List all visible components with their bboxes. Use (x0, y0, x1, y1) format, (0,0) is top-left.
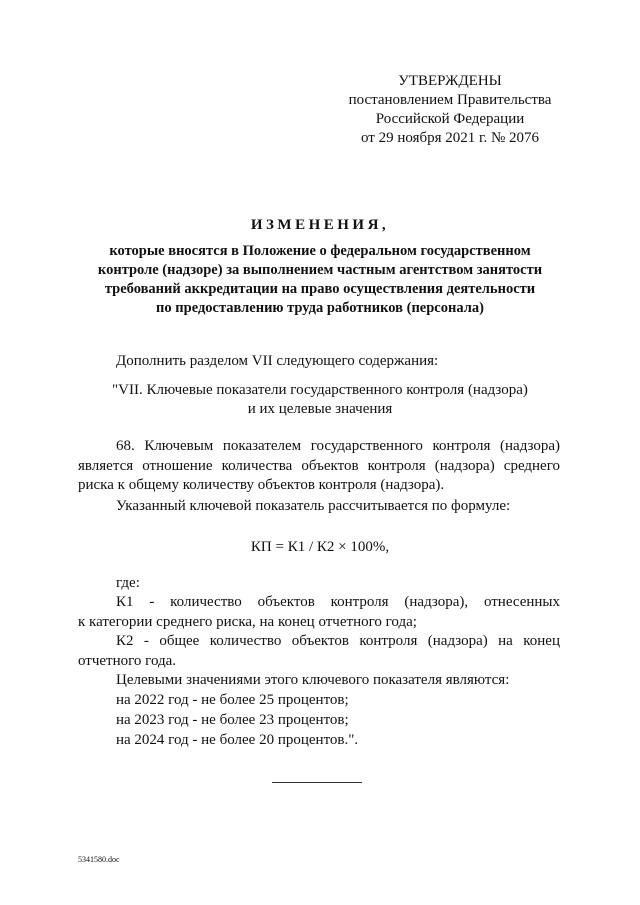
subtitle-line: которые вносятся в Положение о федеральном государственном (109, 243, 531, 259)
document-subtitle (70, 242, 570, 318)
subtitle-line: требований аккредитации на право осуществления деятельности (104, 281, 536, 297)
formula: КП = К1 / К2 × 100%, (250, 539, 390, 555)
paragraph-68-line: 68. Ключевым показателем государственного контроля (надзора) (116, 438, 560, 454)
k1-definition (78, 593, 560, 632)
section-heading (70, 381, 570, 419)
paragraph-68-line: риска к общему количеству объектов контроля (надзора). (78, 477, 445, 493)
end-divider (272, 782, 362, 783)
k2-definition (78, 632, 560, 671)
subtitle-line: контроле (надзоре) за выполнением частным агентством занятости (97, 262, 543, 278)
section-heading-line: и их целевые значения (247, 401, 393, 417)
intro-text: Дополнить разделом VII следующего содержания: (116, 353, 439, 369)
paragraph-68-line: является отношение количества объектов контроля (надзора) среднего (78, 457, 560, 474)
section-heading-line: "VII. Ключевые показатели государственного контроля (надзора) (112, 382, 528, 398)
formula-intro: Указанный ключевой показатель рассчитывается по формуле: (116, 498, 511, 514)
approval-line-resolution: постановлением Правительства (348, 92, 552, 108)
approval-line-government: Российской Федерации (375, 111, 525, 127)
targets-intro: Целевыми значениями этого ключевого показателя являются: (116, 672, 510, 688)
target-item: на 2022 год - не более 25 процентов; (116, 692, 349, 708)
paragraph-68 (78, 437, 560, 496)
subtitle-line: по предоставлению труда работников (персонала) (156, 300, 484, 316)
target-item: на 2023 год - не более 23 процентов; (116, 712, 349, 728)
k1-line: к категории среднего риска, на конец отчетного года; (78, 613, 417, 630)
k2-line: отчетного года. (78, 652, 177, 669)
where-label: где: (116, 575, 140, 591)
footer-file-code: 5341580.doc (78, 855, 120, 864)
k1-line: К1 - количество объектов контроля (надзора), отнесенных (116, 594, 560, 610)
document-title: ИЗМЕНЕНИЯ, (250, 217, 390, 233)
k2-line: К2 - общее количество объектов контроля (надзора) на конец (116, 633, 560, 649)
approval-title: УТВЕРЖДЕНЫ (398, 73, 502, 89)
approval-stamp (330, 72, 570, 148)
approval-line-date: от 29 ноября 2021 г. № 2076 (360, 130, 540, 146)
target-item: на 2024 год - не более 20 процентов.". (116, 732, 359, 748)
